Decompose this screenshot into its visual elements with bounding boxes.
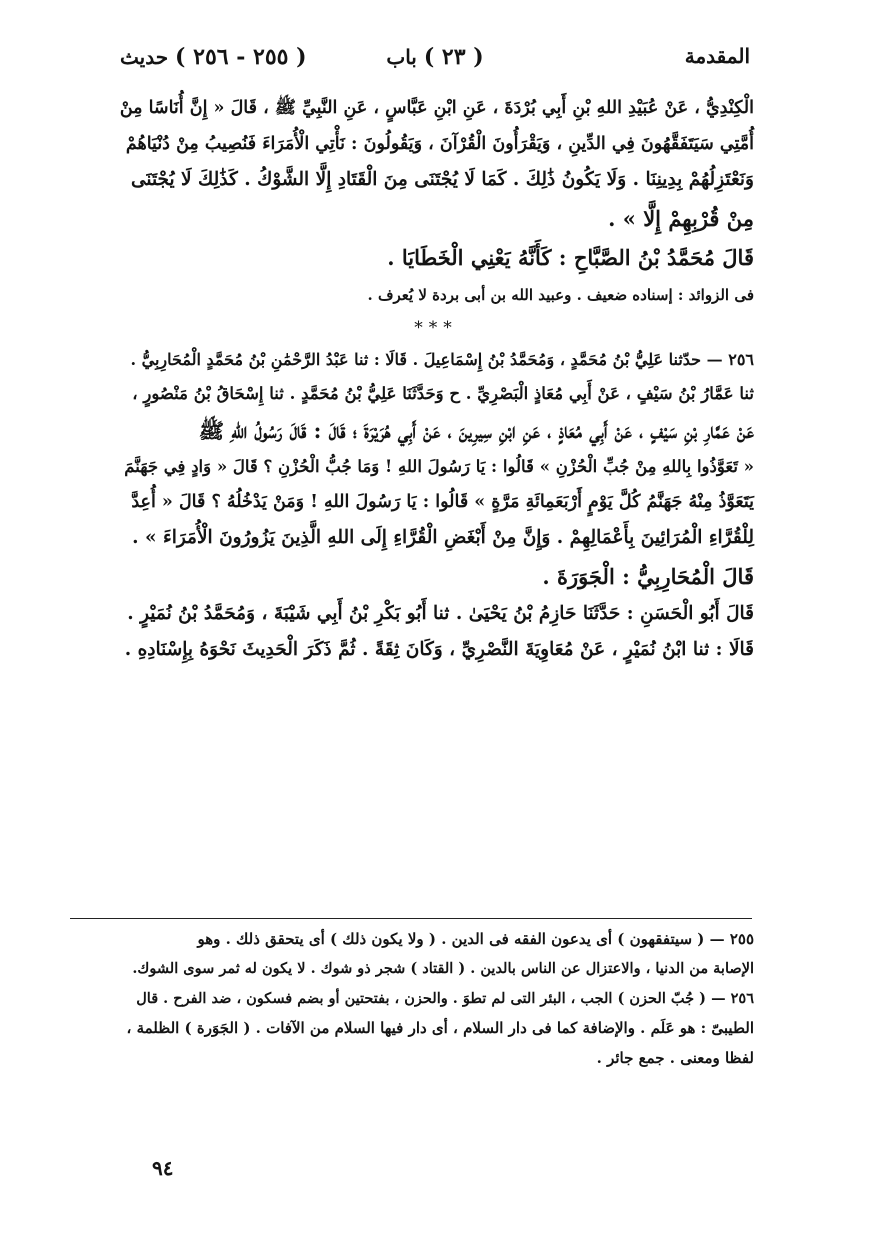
- footnote-line: الطيبىّ : هو عَلَم . والإضافة كما فى دار السلام ، أى دار فيها السلام من الآفات . ( الجَوَرة ) الظلمة ،: [126, 1019, 754, 1037]
- separator-stars: ***: [414, 317, 458, 338]
- footnote-separator: [70, 918, 752, 919]
- main-text: [118, 100, 754, 678]
- page-number: ٩٤: [152, 1156, 174, 1180]
- body-line: الْكِنْدِيُّ ، عَنْ عُبَيْدِ اللهِ بْنِ أَبِي بُرْدَةَ ، عَنِ ابْنِ عَبَّاسٍ ، عَنِ النَّبِيِّ ﷺ ، قَالَ « إِنَّ أُنَاسًا مِنْ: [119, 98, 754, 118]
- hadith-line: قَالَا : ثنا ابْنُ نُمَيْرٍ ، عَنْ مُعَاوِيَةَ النَّصْرِيِّ ، وَكَانَ ثِقَةً . ثُمَّ ذَكَرَ الْحَدِيثَ نَحْوَهُ بِإِسْنَادِهِ .: [124, 639, 754, 660]
- body-line: أُمَّتِي سَيَتَفَقَّهُونَ فِي الدِّينِ ، وَيَقْرَأُونَ الْقُرْآنَ ، وَيَقُولُونَ : نَأْتِي الْأُمَرَاءَ فَنُصِيبُ مِنْ دُنْيَاهُمْ: [125, 133, 754, 154]
- footnote-line: لفظا ومعنى . جمع جائر .: [596, 1049, 754, 1067]
- chapter-number: ( ٢٣ ): [423, 44, 484, 70]
- page-header: [120, 44, 750, 80]
- hadith-line: قَالَ أَبُو الْحَسَنِ : حَدَّثَنَا حَازِمُ بْنُ يَحْيَىٰ . ثنا أَبُو بَكْرِ بْنُ أَبِي شَيْبَةَ ، وَمُحَمَّدُ بْنُ نُمَيْرٍ .: [127, 602, 754, 624]
- body-line: وَنَعْتَزِلُهُمْ بِدِينِنَا . وَلَا يَكُونُ ذَٰلِكَ . كَمَا لَا يُجْتَنَى مِنَ الْقَتَادِ إِلَّا الشَّوْكُ . كَذَٰلِكَ لَا يُجْتَنَى: [130, 169, 754, 190]
- body-line: مِنْ قُرْبِهِمْ إِلَّا » .: [608, 205, 754, 231]
- footnote-line: ٢٥٥ — ( سيتفقهون ) أى يدعون الفقه فى الدين . ( ولا يكون ذلك ) أى يتحقق ذلك . وهو: [197, 930, 754, 948]
- footnote-line: الإصابة من الدنيا ، والاعتزال عن الناس بالدين . ( القتاد ) شجر ذو شوك . لا يكون له ثمر سوى الشوك.: [132, 960, 754, 977]
- section-title: المقدمة: [684, 44, 750, 68]
- chapter-label: باب: [386, 45, 417, 69]
- zawaid-note: فى الزوائد : إسناده ضعيف . وعبيد الله بن أبى بردة لا يُعرف .: [367, 285, 754, 304]
- chapter-heading: [386, 44, 483, 70]
- hadith-line: لِلْقُرَّاءِ الْمُرَائِينَ بِأَعْمَالِهِمْ . وَإِنَّ مِنْ أَبْغَضِ الْقُرَّاءِ إِلَى اللهِ الَّذِينَ يَزُورُونَ الْأُمَرَاءَ » .: [132, 527, 754, 548]
- hadith-line: « تَعَوَّذُوا بِاللهِ مِنْ جُبِّ الْحُزْنِ » قَالُوا : يَا رَسُولَ اللهِ ! وَمَا جُبُّ الْحُزْنِ ؟ قَالَ « وَادٍ فِي جَهَنَّمَ: [124, 457, 754, 476]
- footnotes: [118, 932, 754, 1081]
- footnote-line: ٢٥٦ — ( جُبّ الحزن ) الجب ، البئر التى لم تطوَ . والحزن ، بفتحتين أو بضم فسكون ، ضد الفرح . قال: [136, 989, 754, 1007]
- hadith-line: ثنا عَمَّارُ بْنُ سَيْفٍ ، عَنْ أَبِي مُعَاذٍ الْبَصْرِيِّ . ح وَحَدَّثَنَا عَلِيُّ بْنُ مُحَمَّدٍ . ثنا إِسْحَاقُ بْنُ مَنْصُورٍ ،: [132, 383, 754, 403]
- hadith-label: حديث: [120, 45, 169, 69]
- body-line: قَالَ مُحَمَّدُ بْنُ الصَّبَّاحِ : كَأَنَّهُ يَعْنِي الْخَطَايَا .: [387, 244, 754, 270]
- hadith-line: قَالَ الْمُحَارِبِيُّ : الْجَوَرَةَ .: [542, 563, 754, 589]
- hadith-line: ٢٥٦ — حدّثنا عَلِيُّ بْنُ مُحَمَّدٍ ، وَمُحَمَّدُ بْنُ إِسْمَاعِيلَ . قَالَا : ثنا عَبْدُ الرَّحْمَٰنِ بْنُ مُحَمَّدٍ الْمُحَارِبِيُّ .: [130, 349, 754, 369]
- hadith-range-heading: [120, 44, 307, 70]
- hadith-line: يَتَعَوَّذُ مِنْهُ جَهَنَّمُ كُلَّ يَوْمٍ أَرْبَعَمِائَةِ مَرَّةٍ » قَالُوا : يَا رَسُولَ اللهِ ! وَمَنْ يَدْخُلُهُ ؟ قَالَ « أُعِدَّ: [131, 491, 754, 512]
- hadith-line: عَنْ عَمَّارِ بْنِ سَيْفٍ ، عَنْ أَبِي مُعَاذٍ ، عَنِ ابْنِ سِيرِينَ ، عَنْ أَبِي هُرَيْرَةَ ؛ قَالَ : قَالَ رَسُولُ اللهِ ﷺ: [198, 418, 754, 443]
- hadith-range: ( ٢٥٥ - ٢٥٦ ): [175, 44, 307, 70]
